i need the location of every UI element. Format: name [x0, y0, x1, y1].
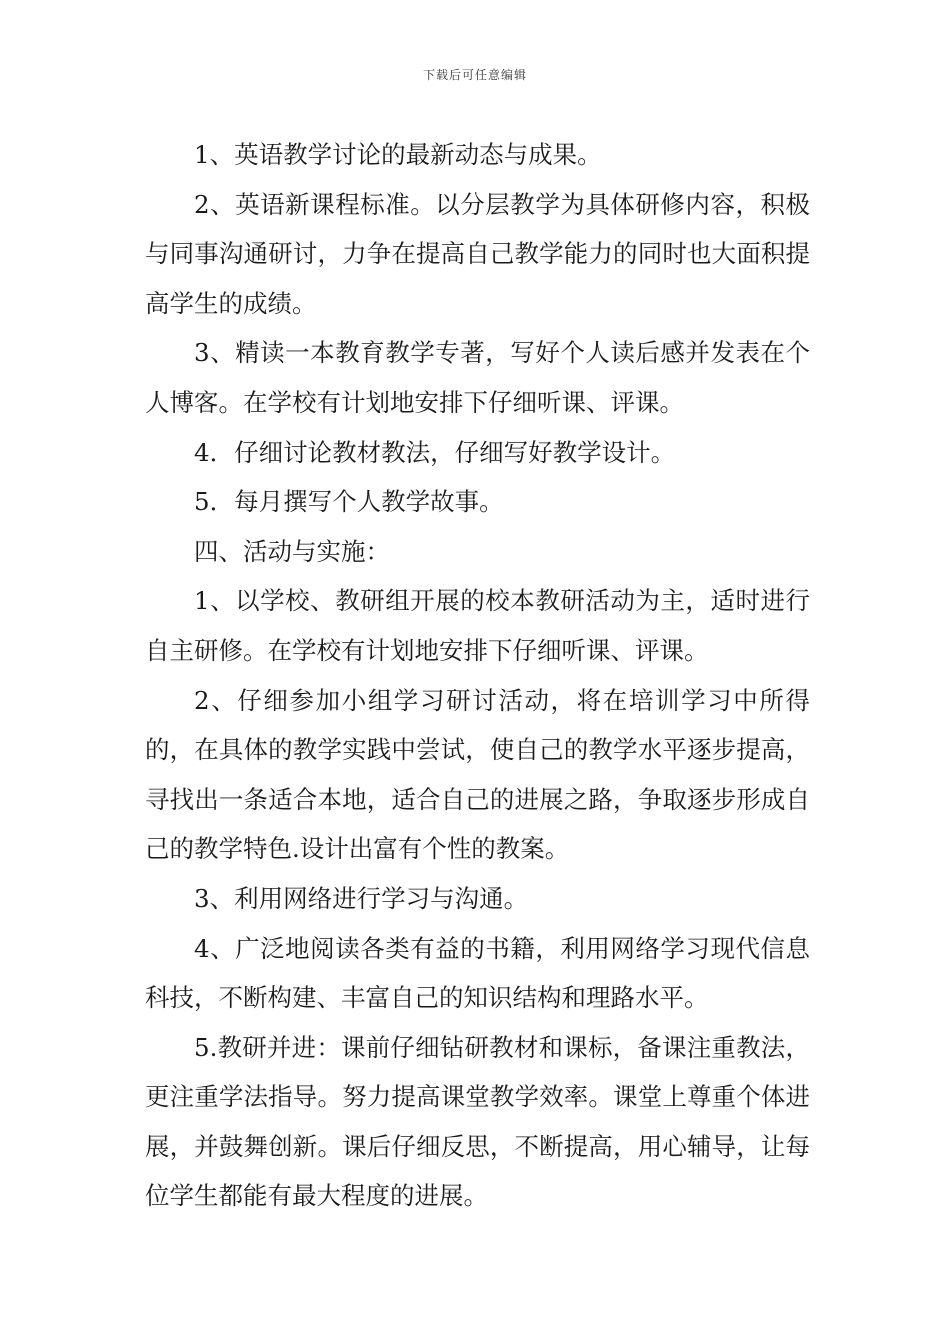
paragraph-5: 5．每月撰写个人教学故事。	[194, 487, 504, 517]
paragraph-3: 3、精读一本教育教学专著，写好个人读后感并发表在个人博客。在学校有计划地安排下仔细听课、评课。	[145, 338, 810, 417]
paragraph-4: 4．仔细讨论教材教法，仔细写好教学设计。	[194, 437, 676, 467]
paragraph-7: 1、以学校、教研组开展的校本教研活动为主，适时进行自主研修。在学校有计划地安排下仔细听课、评课。	[145, 586, 810, 665]
paragraph-9: 3、利用网络进行学习与沟通。	[194, 883, 529, 913]
paragraph-2: 2、英语新课程标准。以分层教学为具体研修内容，积极与同事沟通研讨，力争在提高自己教学能力的同时也大面积提高学生的成绩。	[145, 189, 810, 318]
document-body	[145, 130, 810, 1221]
paragraph-8: 2、仔细参加小组学习研讨活动，将在培训学习中所得的，在具体的教学实践中尝试，使自己的教学水平逐步提高，寻找出一条适合本地，适合自己的进展之路，争取逐步形成自己的教学特色.设计出富有个性的教案。	[145, 685, 810, 864]
paragraph-10: 4、广泛地阅读各类有益的书籍，利用网络学习现代信息科技，不断构建、丰富自己的知识结构和理路水平。	[145, 933, 810, 1013]
paragraph-1: 1、英语教学讨论的最新动态与成果。	[194, 140, 602, 169]
page-header-note: 下载后可任意编辑	[422, 68, 527, 82]
paragraph-11: 5.教研并进：课前仔细钻研教材和课标，备课注重教法，更注重学法指导。努力提高课堂教学效率。课堂上尊重个体进展，并鼓舞创新。课后仔细反思，不断提高，用心辅导，让每位学生都能有最大程度的进展。	[145, 1032, 810, 1211]
section-heading-activities: 四、活动与实施：	[194, 536, 390, 566]
